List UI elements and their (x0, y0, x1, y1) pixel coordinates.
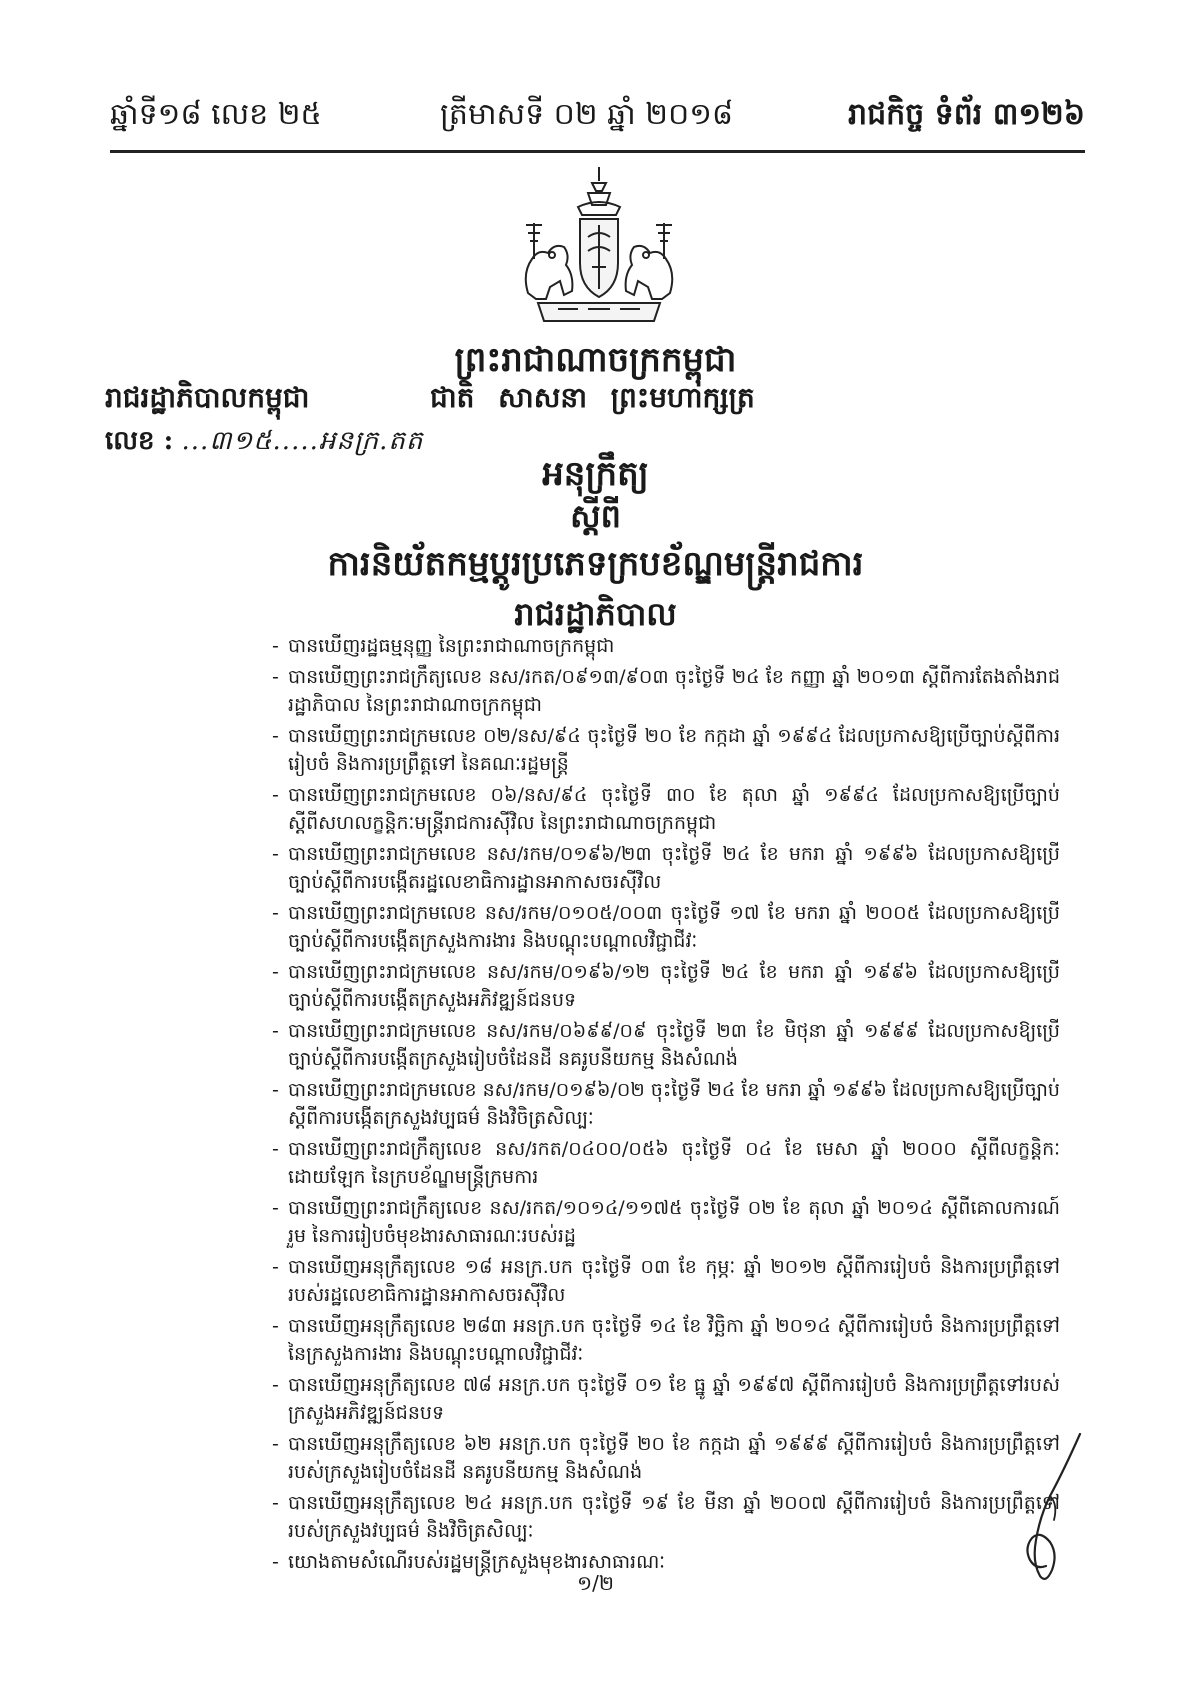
gazette-page-number: រាជកិច្ច ទំព័រ ៣១២៦ (848, 97, 1085, 132)
about-label: ស្តីពី (570, 497, 621, 535)
header-rule (110, 150, 1085, 153)
reference-item: - បានឃើញព្រះរាជក្រមលេខ នស/រកម/០១៩៦/១២ ចុះថ្ងៃទី ២៤ ខែ មករា ឆ្នាំ ១៩៩៦ ដែលប្រកាសឱ្យប្រើច្បាប់ស្តីពីការបង្កើតក្រសួងអភិវឌ្ឍន៍ជនបទ (272, 961, 1060, 1011)
reference-item: - បានឃើញអនុក្រឹត្យលេខ ៦២ អនក្រ.បក ចុះថ្ងៃទី ២០ ខែ កក្កដា ឆ្នាំ ១៩៩៩ ស្តីពីការរៀបចំ និងការប្រព្រឹត្តទៅរបស់ក្រសួងរៀបចំដែនដី នគរូបនីយកម្ម និងសំណង់ (272, 1433, 1060, 1483)
document-subject: ការនិយ័តកម្មប្ដូរប្រភេទក្របខ័ណ្ឌមន្ត្រីរាជការ (327, 544, 864, 584)
issue-number: ឆ្នាំទី១៨ លេខ ២៥ (110, 97, 322, 132)
legal-references (272, 632, 1060, 1579)
reference-value: ...៣១៥.....អនក្រ.តត (181, 426, 424, 456)
government-name: រាជរដ្ឋាភិបាលកម្ពុជា (105, 381, 310, 414)
reference-label: លេខ : (105, 426, 174, 456)
reference-item: - បានឃើញព្រះរាជក្រឹត្យលេខ នស/រកត/១០១៤/១១៧៥ ចុះថ្ងៃទី ០២ ខែ តុលា ឆ្នាំ ២០១៤ ស្តីពីគោលការណ៍រួម នៃការរៀបចំមុខងារសាធារណៈរបស់រដ្ឋ (272, 1197, 1060, 1247)
reference-item: - បានឃើញអនុក្រឹត្យលេខ ៧៨ អនក្រ.បក ចុះថ្ងៃទី ០១ ខែ ធ្នូ ឆ្នាំ ១៩៩៧ ស្តីពីការរៀបចំ និងការប្រព្រឹត្តទៅរបស់ក្រសួងអភិវឌ្ឍន៍ជនបទ (272, 1374, 1060, 1424)
royal-coat-of-arms-icon (508, 163, 690, 333)
page-number: ១/២ (576, 1571, 614, 1595)
reference-item: - បានឃើញអនុក្រឹត្យលេខ ២៨៣ អនក្រ.បក ចុះថ្ងៃទី ១៤ ខែ វិច្ឆិកា ឆ្នាំ ២០១៤ ស្តីពីការរៀបចំ និងការប្រព្រឹត្តទៅនៃក្រសួងការងារ និងបណ្តុះបណ្តាលវិជ្ជាជីវៈ (272, 1315, 1060, 1365)
reference-item: - បានឃើញព្រះរាជក្រមលេខ នស/រកម/០៦៩៩/០៩ ចុះថ្ងៃទី ២៣ ខែ មិថុនា ឆ្នាំ ១៩៩៩ ដែលប្រកាសឱ្យប្រើច្បាប់ស្តីពីការបង្កើតក្រសួងរៀបចំដែនដី នគរូបនីយកម្ម និងសំណង់ (272, 1020, 1060, 1070)
reference-item: - បានឃើញអនុក្រឹត្យលេខ ២៤ អនក្រ.បក ចុះថ្ងៃទី ១៩ ខែ មីនា ឆ្នាំ ២០០៧ ស្តីពីការរៀបចំ និងការប្រព្រឹត្តទៅរបស់ក្រសួងវប្បធម៌ និងវិចិត្រសិល្បៈ (272, 1492, 1060, 1542)
running-header (110, 95, 1085, 145)
reference-item: - បានឃើញព្រះរាជក្រមលេខ ០២/នស/៩៤ ចុះថ្ងៃទី ២០ ខែ កក្កដា ឆ្នាំ ១៩៩៤ ដែលប្រកាសឱ្យប្រើច្បាប់ស្តីពីការរៀបចំ និងការប្រព្រឹត្តទៅ នៃគណៈរដ្ឋមន្ត្រី (272, 725, 1060, 775)
reference-item: - បានឃើញព្រះរាជក្រមលេខ នស/រកម/០១០៥/០០៣ ចុះថ្ងៃទី ១៧ ខែ មករា ឆ្នាំ ២០០៥ ដែលប្រកាសឱ្យប្រើច្បាប់ស្តីពីការបង្កើតក្រសួងការងារ និងបណ្តុះបណ្តាលវិជ្ជាជីវៈ (272, 902, 1060, 952)
reference-item: - បានឃើញព្រះរាជក្រឹត្យលេខ នស/រកត/០៩១៣/៩០៣ ចុះថ្ងៃទី ២៤ ខែ កញ្ញា ឆ្នាំ ២០១៣ ស្តីពីការតែងតាំងរាជរដ្ឋាភិបាល នៃព្រះរាជាណាចក្រកម្ពុជា (272, 666, 1060, 716)
reference-item: - បានឃើញព្រះរាជក្រមលេខ ០៦/នស/៩៤ ចុះថ្ងៃទី ៣០ ខែ តុលា ឆ្នាំ ១៩៩៤ ដែលប្រកាសឱ្យប្រើច្បាប់ស្តីពីសហលក្ខន្តិកៈមន្ត្រីរាជការស៊ីវិល នៃព្រះរាជាណាចក្រកម្ពុជា (272, 784, 1060, 834)
national-motto: ជាតិ សាសនា ព្រះមហាក្សត្រ (430, 381, 755, 414)
kingdom-title: ព្រះរាជាណាចក្រកម្ពុជា (454, 340, 737, 380)
quarter-date: ត្រីមាសទី ០២ ឆ្នាំ ២០១៨ (440, 97, 734, 132)
reference-item: - បានឃើញអនុក្រឹត្យលេខ ១៨ អនក្រ.បក ចុះថ្ងៃទី ០៣ ខែ កុម្ភៈ ឆ្នាំ ២០១២ ស្តីពីការរៀបចំ និងការប្រព្រឹត្តទៅរបស់រដ្ឋលេខាធិការដ្ឋានអាកាសចរស៊ីវិល (272, 1256, 1060, 1306)
reference-item: - បានឃើញព្រះរាជក្រមលេខ នស/រកម/០១៩៦/០២ ចុះថ្ងៃទី ២៤ ខែ មករា ឆ្នាំ ១៩៩៦ ដែលប្រកាសឱ្យប្រើច្បាប់ស្តីពីការបង្កើតក្រសួងវប្បធម៌ និងវិចិត្រសិល្បៈ (272, 1079, 1060, 1129)
reference-item: - បានឃើញព្រះរាជក្រឹត្យលេខ នស/រកត/០៤០០/០៥៦ ចុះថ្ងៃទី ០៤ ខែ មេសា ឆ្នាំ ២០០០ ស្តីពីលក្ខន្តិកៈដោយឡែក នៃក្របខ័ណ្ឌមន្ត្រីក្រមការ (272, 1138, 1060, 1188)
handwritten-signature-icon (1010, 1430, 1090, 1590)
document-type: អនុក្រឹត្យ (542, 454, 649, 494)
reference-item: - យោងតាមសំណើរបស់រដ្ឋមន្ត្រីក្រសួងមុខងារសាធារណៈ (272, 1551, 666, 1573)
reference-item: - បានឃើញរដ្ឋធម្មនុញ្ញ នៃព្រះរាជាណាចក្រកម្ពុជា (272, 635, 615, 657)
reference-item: - បានឃើញព្រះរាជក្រមលេខ នស/រកម/០១៩៦/២៣ ចុះថ្ងៃទី ២៤ ខែ មករា ឆ្នាំ ១៩៩៦ ដែលប្រកាសឱ្យប្រើច្បាប់ស្តីពីការបង្កើតរដ្ឋលេខាធិការដ្ឋានអាកាសចរស៊ីវិល (272, 843, 1060, 893)
issuing-body: រាជរដ្ឋាភិបាល (514, 595, 677, 633)
